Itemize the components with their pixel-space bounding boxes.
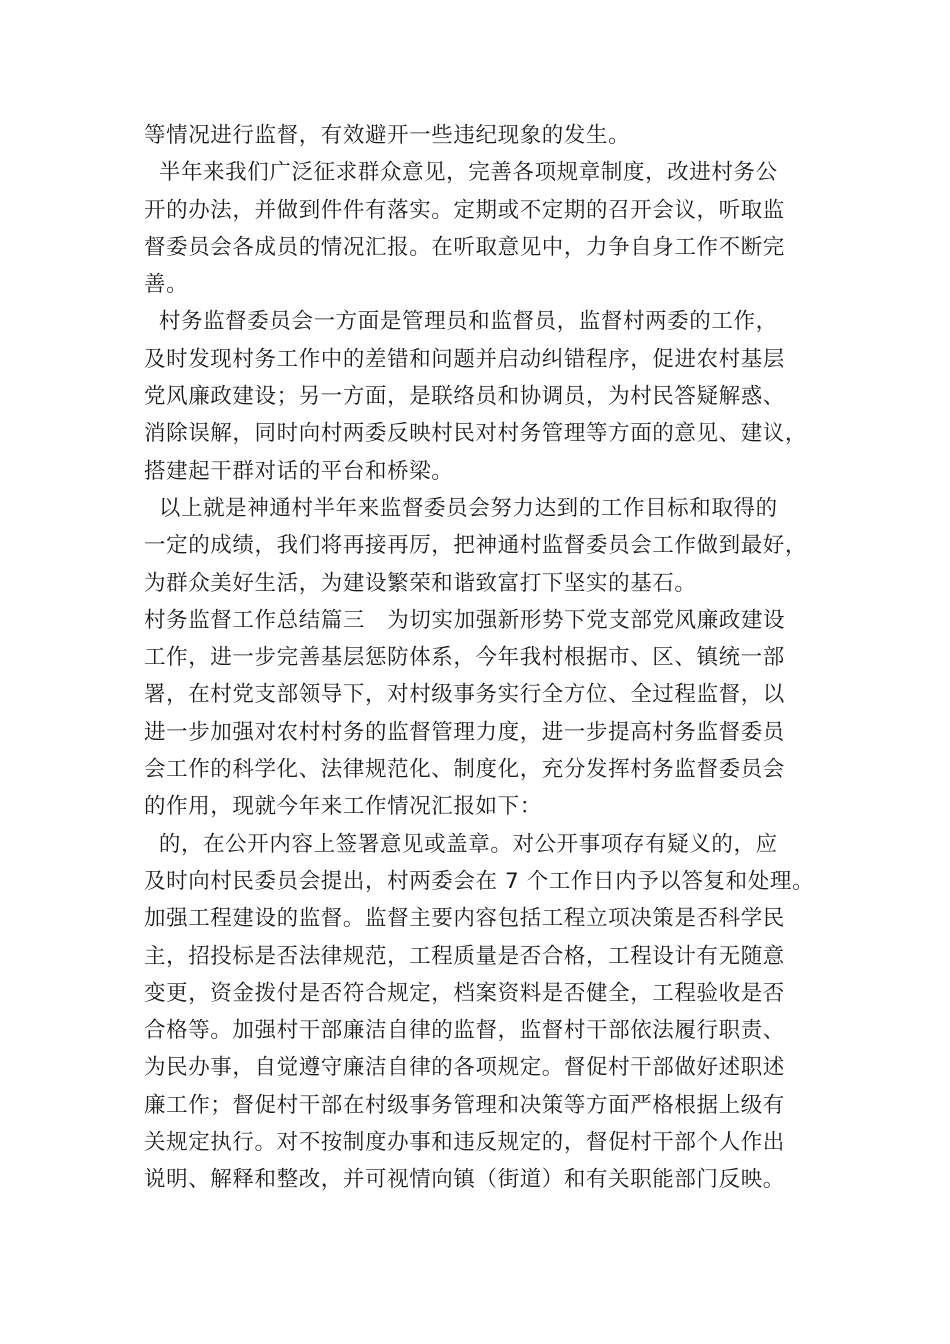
- text-line: 搭建起干群对话的平台和桥梁。: [144, 458, 454, 484]
- text-line: 及时向村民委员会提出，村两委会在 7 个工作日内予以答复和处理。: [144, 868, 815, 894]
- text-line: 等情况进行监督，有效避开一些违纪现象的发生。: [144, 123, 631, 148]
- text-line: 消除误解，同时向村两委反映村民对村务管理等方面的意见、建议，: [144, 421, 808, 447]
- text-line: 为民办事，自觉遵守廉洁自律的各项规定。督促村干部做好述职述: [144, 1055, 785, 1081]
- text-line: 关规定执行。对不按制度办事和违反规定的，督促村干部个人作出: [144, 1130, 785, 1156]
- text-line: 一定的成绩，我们将再接再厉，把神通村监督委员会工作做到最好，: [144, 533, 808, 559]
- text-line: 的作用，现就今年来工作情况汇报如下：: [144, 794, 542, 820]
- text-line: 村务监督委员会一方面是管理员和监督员，监督村两委的工作，: [144, 309, 778, 335]
- text-line: 以上就是神通村半年来监督委员会努力达到的工作目标和取得的: [144, 495, 778, 521]
- text-line: 主，招投标是否法律规范，工程质量是否合格，工程设计有无随意: [144, 943, 785, 969]
- document-body: [144, 117, 824, 1199]
- text-line: 加强工程建设的监督。监督主要内容包括工程立项决策是否科学民: [144, 906, 785, 932]
- text-line: 说明、解释和整改，并可视情向镇（街道）和有关职能部门反映。: [144, 1167, 785, 1193]
- section-heading-line: 村务监督工作总结篇三 为切实加强新形势下党支部党风廉政建设: [144, 607, 786, 633]
- text-line: 署，在村党支部领导下，对村级事务实行全方位、全过程监督，以: [144, 682, 785, 708]
- text-line: 的，在公开内容上签署意见或盖章。对公开事项存有疑义的，应: [144, 831, 778, 857]
- text-line: 党风廉政建设；另一方面，是联络员和协调员，为村民答疑解惑、: [144, 384, 785, 410]
- text-line: 善。: [144, 272, 189, 298]
- text-line: 督委员会各成员的情况汇报。在听取意见中，力争自身工作不断完: [144, 234, 785, 260]
- text-line: 合格等。加强村干部廉洁自律的监督，监督村干部依法履行职责、: [144, 1018, 785, 1044]
- text-line: 工作，进一步完善基层惩防体系，今年我村根据市、区、镇统一部: [144, 645, 785, 671]
- text-line: 进一步加强对农村村务的监督管理力度，进一步提高村务监督委员: [144, 719, 785, 745]
- text-line: 廉工作；督促村干部在村级事务管理和决策等方面严格根据上级有: [144, 1092, 785, 1118]
- text-line: 半年来我们广泛征求群众意见，完善各项规章制度，改进村务公: [144, 160, 778, 186]
- text-line: 会工作的科学化、法律规范化、制度化，充分发挥村务监督委员会: [144, 757, 785, 783]
- text-line: 变更，资金拨付是否符合规定，档案资料是否健全，工程验收是否: [144, 980, 785, 1006]
- text-line: 为群众美好生活，为建设繁荣和谐致富打下坚实的基石。: [144, 570, 697, 596]
- text-line: 开的办法，并做到件件有落实。定期或不定期的召开会议，听取监: [144, 197, 785, 223]
- text-line: 及时发现村务工作中的差错和问题并启动纠错程序，促进农村基层: [144, 346, 785, 372]
